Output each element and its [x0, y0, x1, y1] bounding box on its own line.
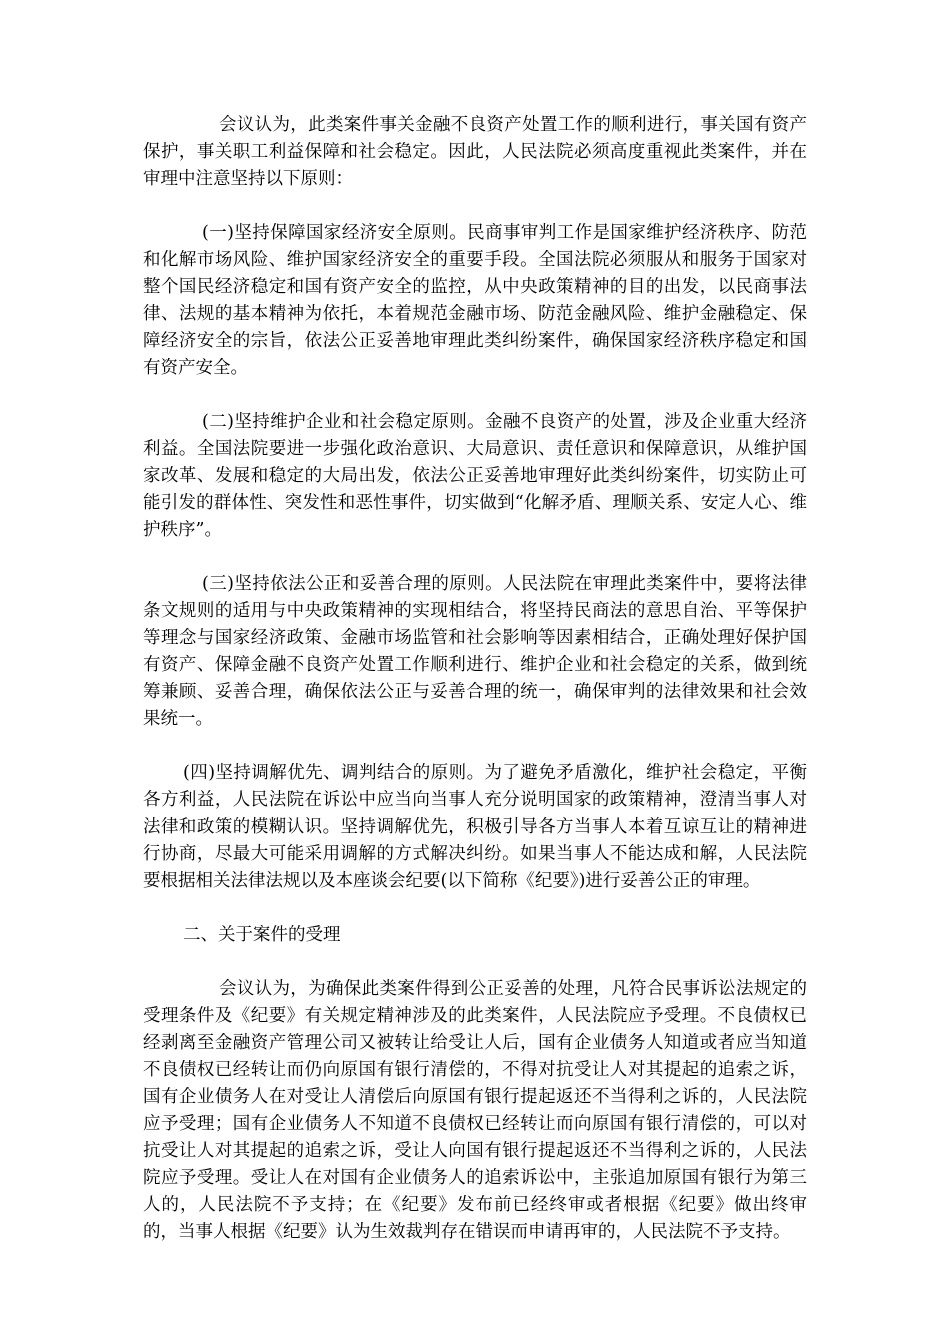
paragraph-principle-3: (三)坚持依法公正和妥善合理的原则。人民法院在审理此类案件中，要将法律条文规则的适用与中央政策精神的实现相结合，将坚持民商法的意思自治、平等保护等理念与国家经济政策、金融市场监管和社会影响等因素相结合，正确处理好保护国有资产、保障金融不良资产处置工作顺利进行、维护企业和社会稳定的关系，做到统筹兼顾、妥善合理，确保依法公正与妥善合理的统一，确保审判的法律效果和社会效果统一。	[143, 574, 807, 729]
paragraph-intro: 会议认为，此类案件事关金融不良资产处置工作的顺利进行，事关国有资产保护，事关职工利益保障和社会稳定。因此，人民法院必须高度重视此类案件，并在审理中注意坚持以下原则：	[143, 115, 807, 189]
document-page	[143, 112, 807, 1273]
paragraph-principle-1: (一)坚持保障国家经济安全原则。民商事审判工作是国家维护经济秩序、防范和化解市场风险、维护国家经济安全的重要手段。全国法院必须服从和服务于国家对整个国民经济稳定和国有资产安全的监控，从中央政策精神的目的出发，以民商事法律、法规的基本精神为依托，本着规范金融市场、防范金融风险、维护金融稳定、保障经济安全的宗旨，依法公正妥善地审理此类纠纷案件，确保国家经济秩序稳定和国有资产安全。	[143, 223, 807, 378]
paragraph-principle-4: (四)坚持调解优先、调判结合的原则。为了避免矛盾激化，维护社会稳定，平衡各方利益，人民法院在诉讼中应当向当事人充分说明国家的政策精神，澄清当事人对法律和政策的模糊认识。坚持调解优先，积极引导各方当事人本着互谅互让的精神进行协商，尽最大可能采用调解的方式解决纠纷。如果当事人不能达成和解，人民法院要根据相关法律法规以及本座谈会纪要(以下简称《纪要》)进行妥善公正的审理。	[143, 763, 807, 891]
section-heading: 二、关于案件的受理	[183, 925, 341, 945]
paragraph-acceptance: 会议认为，为确保此类案件得到公正妥善的处理，凡符合民事诉讼法规定的受理条件及《纪要》有关规定精神涉及的此类案件，人民法院应予受理。不良债权已经剥离至金融资产管理公司又被转让给受让人后，国有企业债务人知道或者应当知道不良债权已经转让而仍向原国有银行清偿的，不得对抗受让人对其提起的追索之诉，国有企业债务人在对受让人清偿后向原国有银行提起返还不当得利之诉的，人民法院应予受理；国有企业债务人不知道不良债权已经转让而向原国有银行清偿的，可以对抗受让人对其提起的追索之诉，受让人向国有银行提起返还不当得利之诉的，人民法院应予受理。受让人在对国有企业债务人的追索诉讼中，主张追加原国有银行为第三人的，人民法院不予支持；在《纪要》发布前已经终审或者根据《纪要》做出终审的，当事人根据《纪要》认为生效裁判存在错误而申请再审的，人民法院不予支持。	[143, 979, 807, 1242]
paragraph-principle-2: (二)坚持维护企业和社会稳定原则。金融不良资产的处置，涉及企业重大经济利益。全国法院要进一步强化政治意识、大局意识、责任意识和保障意识，从维护国家改革、发展和稳定的大局出发，依法公正妥善地审理好此类纠纷案件，切实防止可能引发的群体性、突发性和恶性事件，切实做到“化解矛盾、理顺关系、安定人心、维护秩序”。	[143, 412, 807, 540]
